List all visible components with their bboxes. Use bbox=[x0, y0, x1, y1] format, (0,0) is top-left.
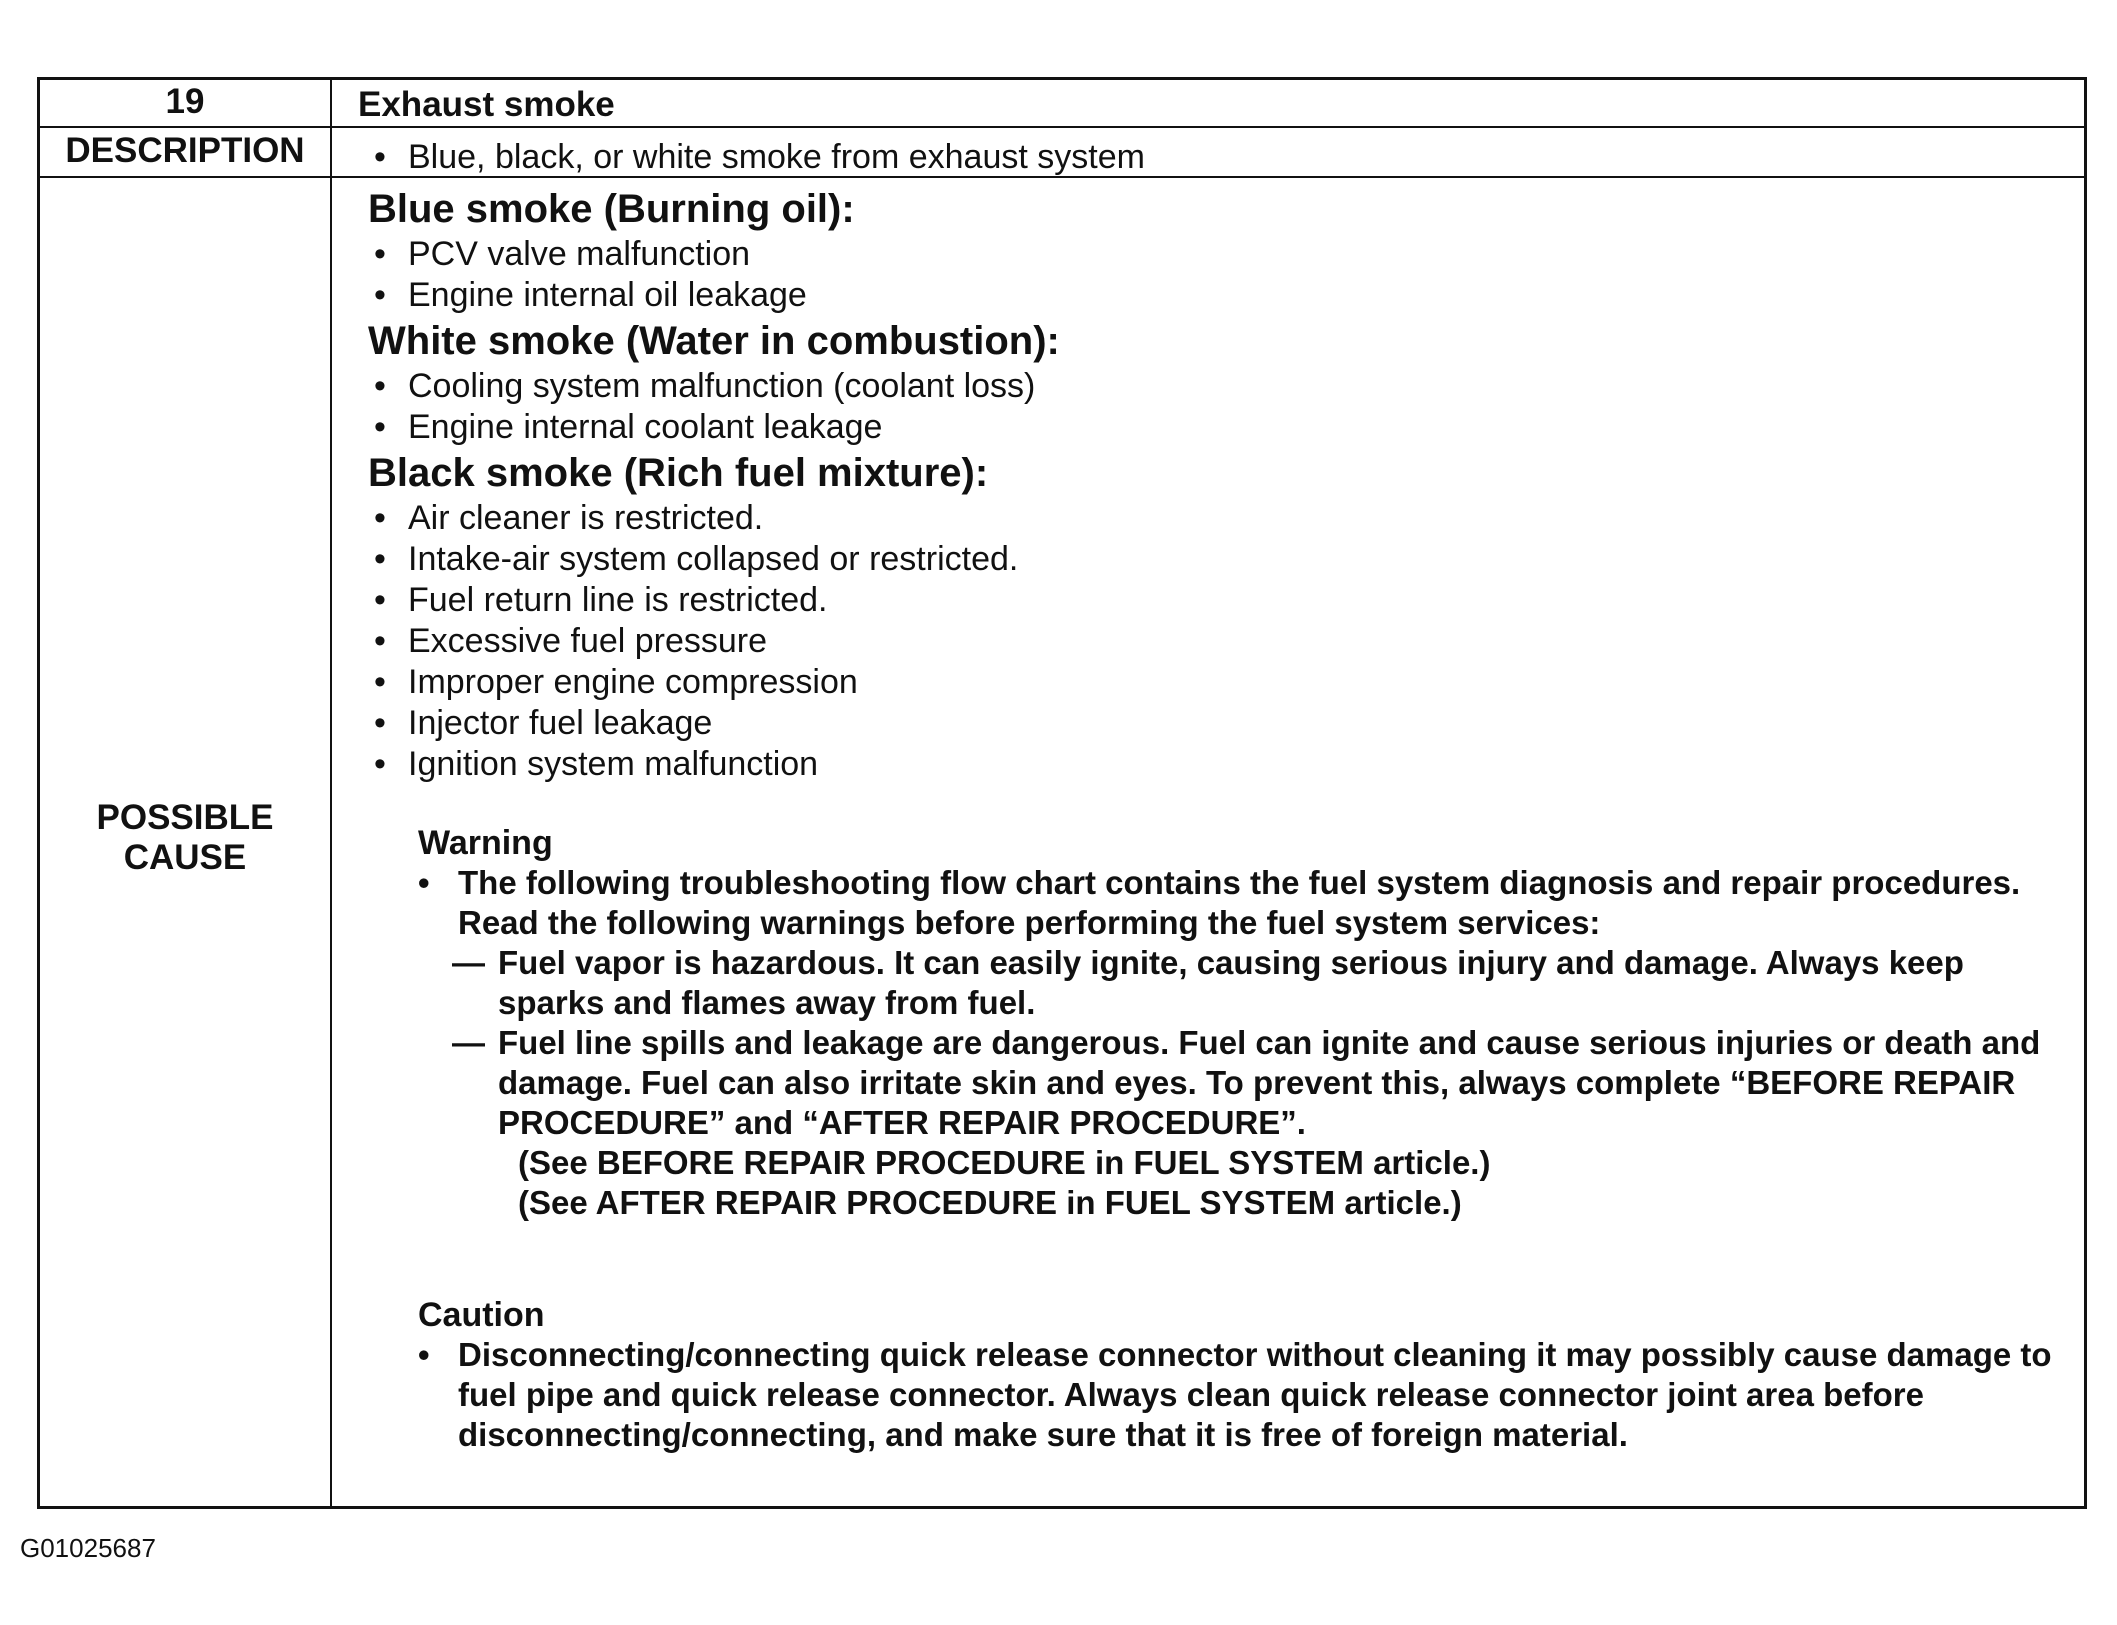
list-item: • Improper engine compression bbox=[358, 662, 2074, 703]
list-item: • Engine internal oil leakage bbox=[358, 275, 2074, 316]
list-item: • Fuel return line is restricted. bbox=[358, 580, 2074, 621]
list-item: • Injector fuel leakage bbox=[358, 703, 2074, 744]
list-item: • Intake-air system collapsed or restricted. bbox=[358, 539, 2074, 580]
group-heading-blue: Blue smoke (Burning oil): bbox=[368, 187, 855, 231]
see-reference: (See BEFORE REPAIR PROCEDURE in FUEL SYSTEM article.) bbox=[518, 1144, 1491, 1181]
white-smoke-list bbox=[358, 366, 2074, 448]
possible-cause-label-line2: CAUSE bbox=[123, 838, 247, 877]
row-number: 19 bbox=[165, 82, 205, 121]
list-item: • Cooling system malfunction (coolant loss) bbox=[358, 366, 2074, 407]
description-text: • Blue, black, or white smoke from exhaust system bbox=[358, 137, 2074, 178]
warning-dash-text: Fuel line spills and leakage are dangerous. Fuel can ignite and cause serious injuries or death and damage. Fuel can also irritate skin and eyes. To prevent this, always complete “BEFORE REPAIR PROCEDURE” and “AFTER REPAIR PROCEDURE”. bbox=[498, 1024, 2041, 1141]
dash-symbol: — bbox=[452, 1024, 485, 1061]
symptom-table bbox=[37, 77, 2087, 1509]
description-cell bbox=[358, 137, 2074, 178]
black-smoke-list bbox=[358, 498, 2074, 785]
group-heading-black: Black smoke (Rich fuel mixture): bbox=[368, 451, 989, 495]
see-reference: (See AFTER REPAIR PROCEDURE in FUEL SYSTEM article.) bbox=[518, 1184, 1462, 1221]
warning-dash-item bbox=[358, 1023, 2074, 1143]
possible-cause-label-line1: POSSIBLE bbox=[96, 798, 274, 837]
possible-cause-label bbox=[40, 798, 330, 878]
description-label: DESCRIPTION bbox=[65, 131, 305, 170]
warning-dash-item bbox=[358, 943, 2074, 1023]
list-item: • Ignition system malfunction bbox=[358, 744, 2074, 785]
list-item: • PCV valve malfunction bbox=[358, 234, 2074, 275]
list-item: • Air cleaner is restricted. bbox=[358, 498, 2074, 539]
dash-symbol: — bbox=[452, 944, 485, 981]
column-divider bbox=[330, 80, 332, 1506]
caution-bullet: • Disconnecting/connecting quick release connector without cleaning it may possibly cause damage to fuel pipe and quick release connector. Always clean quick release connector joint area before disconnecting/connecting, and make sure that it is free of foreign material. bbox=[358, 1335, 2074, 1455]
warning-title: Warning bbox=[418, 824, 553, 862]
warning-dash-text: Fuel vapor is hazardous. It can easily ignite, causing serious injury and damage. Always keep sparks and flames away from fuel. bbox=[498, 944, 1964, 1021]
blue-smoke-list bbox=[358, 234, 2074, 316]
symptom-title: Exhaust smoke bbox=[358, 85, 615, 124]
warning-bullet: • The following troubleshooting flow chart contains the fuel system diagnosis and repair procedures. Read the following warnings before performing the fuel system services: bbox=[358, 863, 2074, 943]
list-item: • Engine internal coolant leakage bbox=[358, 407, 2074, 448]
row-divider bbox=[40, 126, 2084, 128]
caution-title: Caution bbox=[418, 1296, 545, 1334]
list-item: • Excessive fuel pressure bbox=[358, 621, 2074, 662]
figure-code: G01025687 bbox=[20, 1533, 156, 1563]
possible-cause-content bbox=[358, 184, 2074, 1455]
group-heading-white: White smoke (Water in combustion): bbox=[368, 319, 1060, 363]
